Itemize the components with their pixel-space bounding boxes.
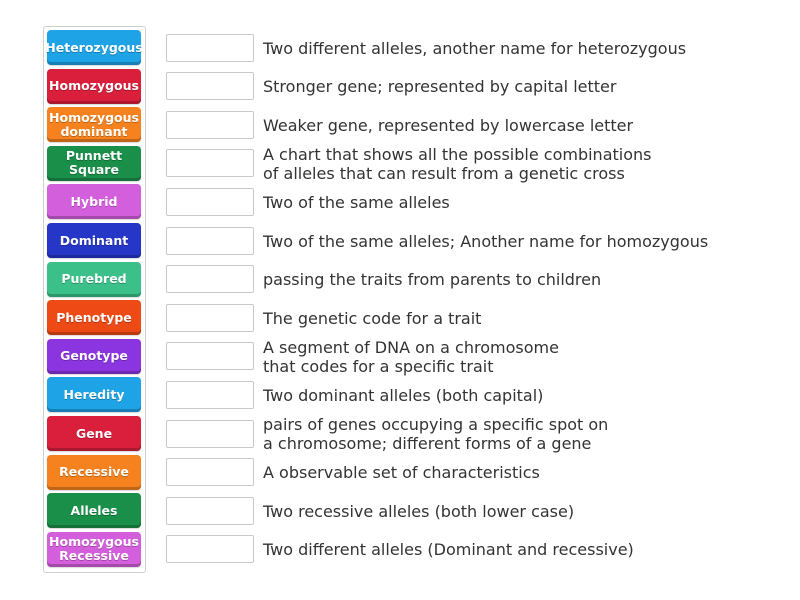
answer-tile[interactable] xyxy=(47,107,141,142)
clue-text: Two of the same alleles; Another name for homozygous xyxy=(263,231,709,251)
answer-tile[interactable] xyxy=(47,30,141,65)
answer-tile-label: Homozygous xyxy=(49,78,139,94)
answer-tile-label: Alleles xyxy=(70,502,118,518)
answer-tile-label: Heterozygous xyxy=(45,39,143,55)
drop-slot[interactable] xyxy=(166,227,254,255)
answer-tile[interactable] xyxy=(47,300,141,335)
drop-slot[interactable] xyxy=(166,304,254,332)
clue-text: Weaker gene, represented by lowercase letter xyxy=(263,115,634,135)
drop-slot[interactable] xyxy=(166,535,254,563)
clue-text: pairs of genes occupying a specific spot on a chromosome; different forms of a gene xyxy=(263,415,609,453)
answer-tile-label: Phenotype xyxy=(56,309,132,325)
answer-tile-label: Hybrid xyxy=(70,193,118,209)
answer-tile[interactable] xyxy=(47,146,141,181)
drop-slot[interactable] xyxy=(166,265,254,293)
answer-tile[interactable] xyxy=(47,262,141,297)
clue-text: Two of the same alleles xyxy=(263,192,450,212)
drop-slot[interactable] xyxy=(166,188,254,216)
drop-slot[interactable] xyxy=(166,342,254,370)
answer-tile-label: Recessive xyxy=(59,464,129,480)
clue-text: A chart that shows all the possible combinations of alleles that can result from a genetic cross xyxy=(263,144,652,183)
clue-text: The genetic code for a trait xyxy=(263,308,482,328)
clue-text: passing the traits from parents to children xyxy=(263,270,602,290)
drop-slot[interactable] xyxy=(166,497,254,525)
clue-text: Stronger gene; represented by capital letter xyxy=(263,77,617,97)
clue-text: Two different alleles, another name for heterozygous xyxy=(263,38,687,58)
answer-tile-label: Dominant xyxy=(59,232,129,248)
answer-tile-label: Homozygous dominant xyxy=(49,109,139,139)
drop-slot[interactable] xyxy=(166,149,254,177)
answer-tile[interactable] xyxy=(47,69,141,104)
answer-tile[interactable] xyxy=(47,532,141,567)
answer-tile[interactable] xyxy=(47,377,141,412)
answer-tile[interactable] xyxy=(47,339,141,374)
drop-slot[interactable] xyxy=(166,420,254,448)
answer-tile[interactable] xyxy=(47,184,141,219)
answer-tile-label: Heredity xyxy=(63,386,125,402)
drop-slot[interactable] xyxy=(166,72,254,100)
clue-text: A observable set of characteristics xyxy=(263,463,540,483)
answer-tile[interactable] xyxy=(47,455,141,490)
answer-tile-label: Gene xyxy=(75,425,113,441)
clue-text: Two recessive alleles (both lower case) xyxy=(263,501,575,521)
answer-tile[interactable] xyxy=(47,493,141,528)
answer-tile[interactable] xyxy=(47,223,141,258)
drop-slot[interactable] xyxy=(166,34,254,62)
drop-slot[interactable] xyxy=(166,458,254,486)
answer-tile[interactable] xyxy=(47,416,141,451)
answer-tile-label: Purebred xyxy=(61,271,127,287)
clue-text: Two different alleles (Dominant and recessive) xyxy=(263,540,634,560)
clue-text: Two dominant alleles (both capital) xyxy=(263,385,544,405)
drop-slot[interactable] xyxy=(166,111,254,139)
drop-slot[interactable] xyxy=(166,381,254,409)
answer-tile-label: Homozygous Recessive xyxy=(49,534,139,564)
clue-text: A segment of DNA on a chromosome that codes for a specific trait xyxy=(263,337,559,376)
answer-tile-label: Genotype xyxy=(60,348,128,364)
answer-tile-label: Punnett Square xyxy=(65,148,123,178)
